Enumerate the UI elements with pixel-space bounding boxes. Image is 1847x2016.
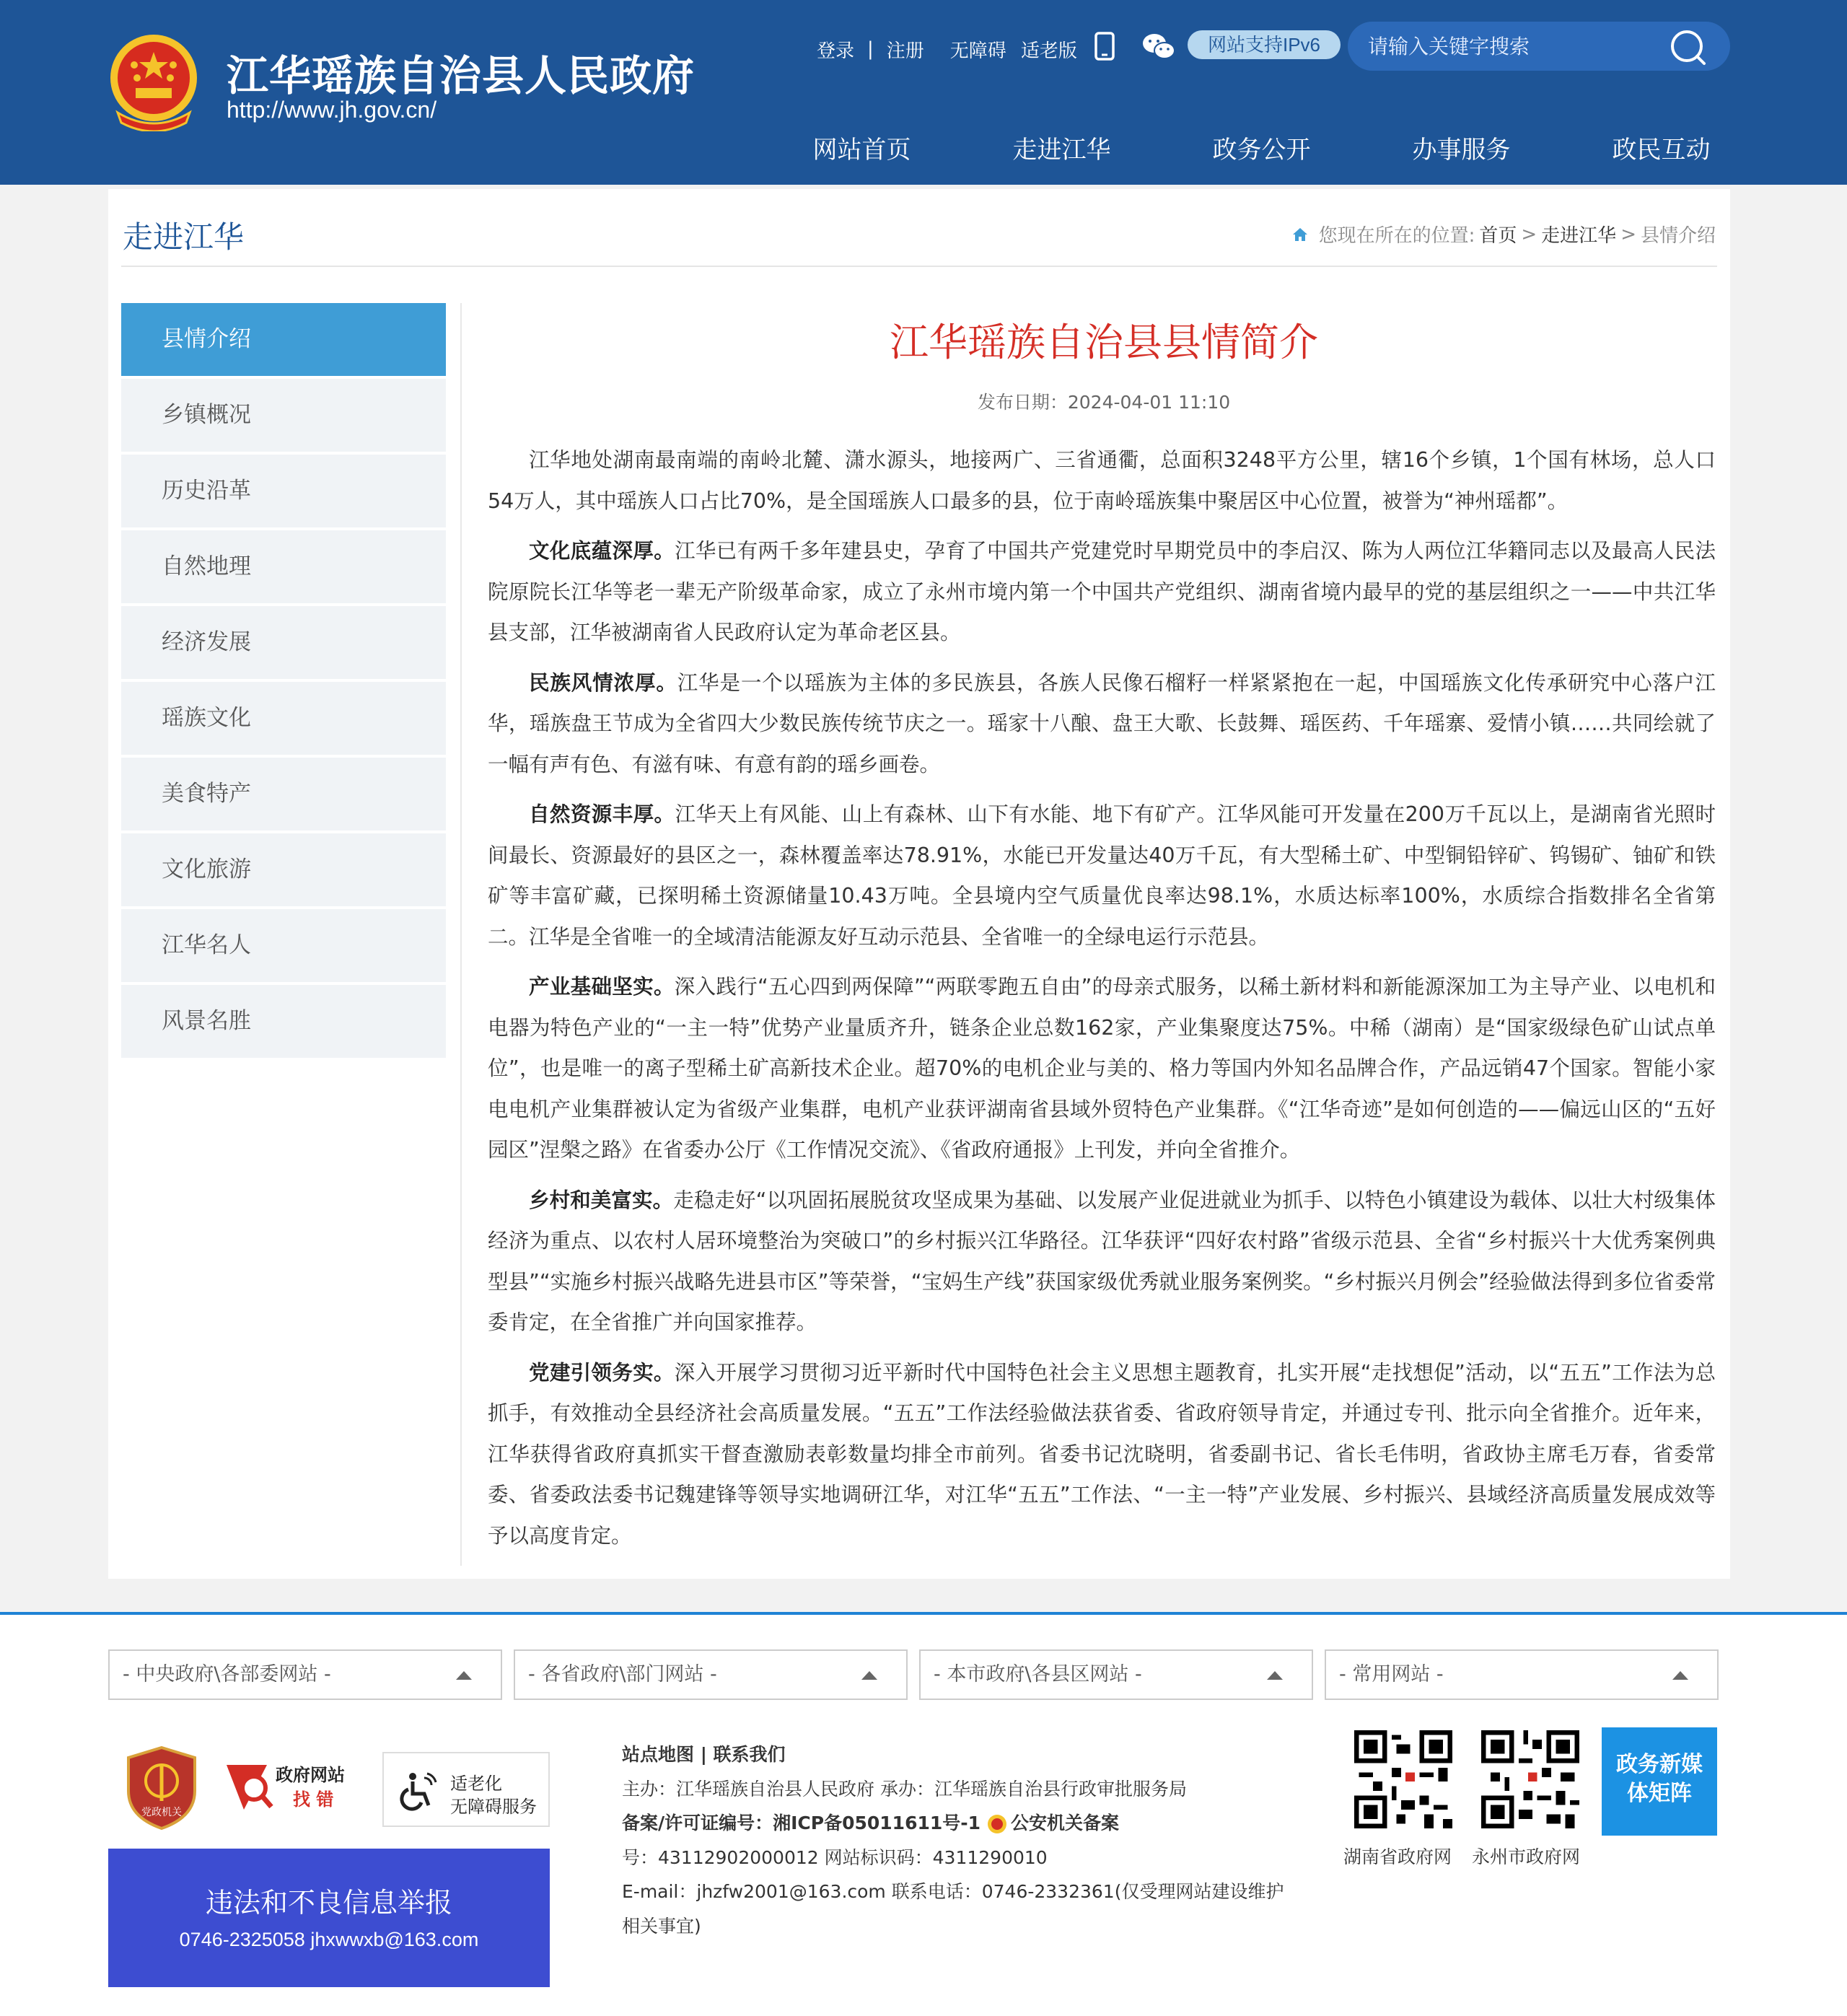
sidebar-item-food[interactable]: 美食特产	[121, 758, 446, 830]
breadcrumb-current: 县情介绍	[1640, 225, 1716, 247]
breadcrumb-about[interactable]: 走进江华	[1541, 225, 1617, 247]
link-divider: |	[867, 38, 874, 60]
report-title: 违法和不良信息举报	[205, 1887, 452, 1919]
qr-yongzhou-label: 永州市政府网	[1472, 1846, 1581, 1867]
breadcrumb	[1291, 221, 1716, 247]
breadcrumb-home[interactable]: 首页	[1479, 225, 1517, 247]
top-links	[817, 35, 1077, 63]
sidebar-nav	[121, 303, 446, 1061]
sidebar-item-history[interactable]: 历史沿革	[121, 455, 446, 527]
article-paragraph: 党建引领务实。深入开展学习贯彻习近平新时代中国特色社会主义思想主题教育，扎实开展“走找想促”活动，以“五五”工作法为总抓手，有效推动全县经济社会高质量发展。“五五”工作法经验做法获省委、省政府领导肯定，并通过专刊、批示向全省推介。近年来，江华获得省政府真抓实干督查激励表彰数量均排全市前列。省委书记沈晓明，省委副书记、省长毛伟明，省政协主席毛万春，省委常委、省委政法委书记魏建锋等领导实地调研江华，对江华“五五”工作法、“一主一特”产业发展、乡村振兴、县域经济高质量发展成效等予以高度肯定。	[488, 1360, 1716, 1548]
site-title[interactable]: 江华瑶族自治县人民政府	[227, 51, 696, 100]
nav-government-affairs[interactable]: 政务公开	[1212, 136, 1311, 165]
wechat-icon[interactable]	[1141, 32, 1176, 61]
article-paragraph: 乡村和美富实。走稳走好“以巩固拓展脱贫攻坚成果为基础、以发展产业促进就业为抓手、以特色小镇建设为载体、以壮大村级集体经济为重点、以农村人居环境整治为突破口”的乡村振兴江华路径。江华获评“四好农村路”省级示范县、全省“乡村振兴十大优秀案例典型县”“实施乡村振兴战略先进县市区”等荣誉，“宝妈生产线”获国家级优秀就业服务案例奖。“乡村振兴月例会”经验做法得到多位省委常委肯定，在全省推广并向国家推荐。	[488, 1188, 1716, 1334]
gov-new-media-matrix-button[interactable]: 政务新媒 体矩阵	[1602, 1727, 1717, 1836]
wheelchair-icon	[398, 1771, 439, 1811]
qr-code-yongzhou-icon[interactable]	[1479, 1730, 1581, 1828]
breadcrumb-separator: >	[1521, 223, 1537, 245]
article-paragraph: 民族风情浓厚。江华是一个以瑶族为主体的多民族县，各族人民像石榴籽一样紧紧抱在一起，中国瑶族文化传承研究中心落户江华，瑶族盘王节成为全省四大少数民族传统节庆之一。瑶家十八酿、盘王大歌、长鼓舞、瑶医药、千年瑶寨、爱情小镇……共同绘就了一幅有声有色、有滋有味、有意有韵的瑶乡画卷。	[488, 670, 1716, 776]
qr-code-hunan-icon[interactable]	[1352, 1730, 1455, 1828]
sponsor-info: 主办：江华瑶族自治县人民政府 承办：江华瑶族自治县行政审批服务局	[622, 1778, 1187, 1800]
section-divider	[121, 266, 1717, 267]
site-url[interactable]: http://www.jh.gov.cn/	[227, 97, 437, 123]
sidebar-item-county-intro[interactable]: 县情介绍	[121, 303, 446, 376]
chevron-up-icon	[456, 1671, 472, 1680]
sidebar-item-yao-culture[interactable]: 瑶族文化	[121, 682, 446, 755]
chevron-up-icon	[861, 1671, 877, 1680]
police-badge-icon	[986, 1813, 1008, 1835]
article-body	[488, 440, 1716, 1566]
find-fault-badge[interactable]: 政府网站 找 错	[224, 1755, 361, 1817]
report-contact: 0746-2325058 jhxwwxb@163.com	[179, 1929, 479, 1950]
magnifier-icon	[224, 1759, 274, 1814]
footer-info	[622, 1737, 1284, 1943]
site-header	[0, 0, 1847, 185]
accessibility-link[interactable]: 无障碍	[949, 40, 1006, 62]
nav-interaction[interactable]: 政民互动	[1612, 136, 1711, 165]
footer-links[interactable]: 站点地图 | 联系我们	[622, 1744, 786, 1765]
sidebar-item-scenery[interactable]: 风景名胜	[121, 985, 446, 1058]
search-box	[1348, 22, 1730, 71]
ipv6-badge: 网站支持IPv6	[1188, 30, 1341, 59]
mobile-phone-icon[interactable]	[1094, 32, 1115, 61]
illegal-info-report-box[interactable]	[108, 1849, 550, 1987]
article-paragraph: 江华地处湖南最南端的南岭北麓、潇水源头，地接两广、三省通衢，总面积3248平方公里，辖16个乡镇，1个国有林场，总人口54万人，其中瑶族人口占比70%，是全国瑶族人口最多的县，位于南岭瑶族集中聚居区中心位置，被誉为“神州瑶都”。	[488, 448, 1716, 513]
sidebar-item-economy[interactable]: 经济发展	[121, 606, 446, 679]
party-government-badge-icon[interactable]	[126, 1746, 198, 1830]
article-title: 江华瑶族自治县县情简介	[890, 320, 1318, 365]
svg-text:党政机关: 党政机关	[141, 1807, 182, 1818]
breadcrumb-prefix: 您现在所在的位置:	[1318, 225, 1475, 247]
select-central-gov-sites[interactable]: - 中央政府\各部委网站 -	[108, 1649, 502, 1700]
nav-home[interactable]: 网站首页	[812, 136, 911, 165]
contact-info: E-mail：jhzfw2001@163.com 联系电话：0746-2332361(仅受理网站建设维护	[622, 1881, 1284, 1902]
police-record-number: 号：43112902000012 网站标识码：4311290010	[622, 1846, 1048, 1868]
qr-hunan-label: 湖南省政府网	[1343, 1846, 1452, 1867]
sidebar-item-towns[interactable]: 乡镇概况	[121, 379, 446, 452]
sidebar-item-celebrities[interactable]: 江华名人	[121, 909, 446, 982]
search-input[interactable]	[1368, 30, 1657, 62]
elder-accessibility-badge[interactable]: 适老化 无障碍服务	[382, 1752, 550, 1827]
sidebar-item-geography[interactable]: 自然地理	[121, 530, 446, 603]
home-icon	[1291, 226, 1309, 243]
breadcrumb-separator: >	[1620, 223, 1636, 245]
contact-info-cont: 相关事宜)	[622, 1915, 701, 1937]
article-date: 发布日期：2024-04-01 11:10	[977, 392, 1231, 413]
article-paragraph: 文化底蕴深厚。江华已有两千多年建县史，孕育了中国共产党建党时早期党员中的李启汉、陈为人两位江华籍同志以及最高人民法院原院长江华等老一辈无产阶级革命家，成立了永州市境内第一个中国共产党组织、湖南省境内最早的党的基层组织之一——中共江华县支部，江华被湖南省人民政府认定为革命老区县。	[488, 539, 1716, 644]
section-title: 走进江华	[123, 219, 245, 255]
main-nav	[762, 130, 1761, 165]
chevron-up-icon	[1672, 1671, 1688, 1680]
national-emblem-icon[interactable]	[107, 33, 201, 131]
search-icon[interactable]	[1668, 27, 1708, 68]
chevron-up-icon	[1267, 1671, 1283, 1680]
elder-mode-link[interactable]: 适老版	[1020, 40, 1077, 62]
icp-record[interactable]: 备案/许可证编号：湘ICP备05011611号-1 公安机关备案	[622, 1813, 1120, 1833]
login-link[interactable]: 登录	[817, 40, 855, 62]
nav-services[interactable]: 办事服务	[1412, 136, 1511, 165]
select-city-sites[interactable]: - 本市政府\各县区网站 -	[919, 1649, 1313, 1700]
sidebar-item-tourism[interactable]: 文化旅游	[121, 833, 446, 906]
nav-about-jianghua[interactable]: 走进江华	[1012, 136, 1111, 165]
register-link[interactable]: 注册	[886, 40, 924, 62]
article-paragraph: 产业基础坚实。深入践行“五心四到两保障”“两联零跑五自由”的母亲式服务，以稀土新材料和新能源深加工为主导产业、以电机和电器为特色产业的“一主一特”优势产业量质齐升，链条企业总数162家，产业集聚度达75%。中稀（湖南）是“国家级绿色矿山试点单位”，也是唯一的离子型稀土矿高新技术企业。超70%的电机企业与美的、格力等国内外知名品牌合作，产品远销47个国家。智能小家电电机产业集群被认定为省级产业集群，电机产业获评湖南省县域外贸特色产业集群。《“江华奇迹”是如何创造的——偏远山区的“五好园区”涅槃之路》在省委办公厅《工作情况交流》、《省政府通报》上刊发，并向全省推介。	[488, 975, 1716, 1162]
select-provincial-sites[interactable]: - 各省政府\部门网站 -	[514, 1649, 908, 1700]
select-common-sites[interactable]: - 常用网站 -	[1325, 1649, 1719, 1700]
sidebar-divider	[460, 303, 462, 1566]
article-paragraph: 自然资源丰厚。江华天上有风能、山上有森林、山下有水能、地下有矿产。江华风能可开发量在200万千瓦以上，是湖南省光照时间最长、资源最好的县区之一，森林覆盖率达78.91%，水能已开发量达40万千瓦，有大型稀土矿、中型铜铅锌矿、钨锡矿、铀矿和铁矿等丰富矿藏，已探明稀土资源储量10.43万吨。全县境内空气质量优良率达98.1%，水质达标率100%，水质综合指数排名全省第二。江华是全省唯一的全域清洁能源友好互动示范县、全省唯一的全绿电运行示范县。	[488, 802, 1716, 949]
